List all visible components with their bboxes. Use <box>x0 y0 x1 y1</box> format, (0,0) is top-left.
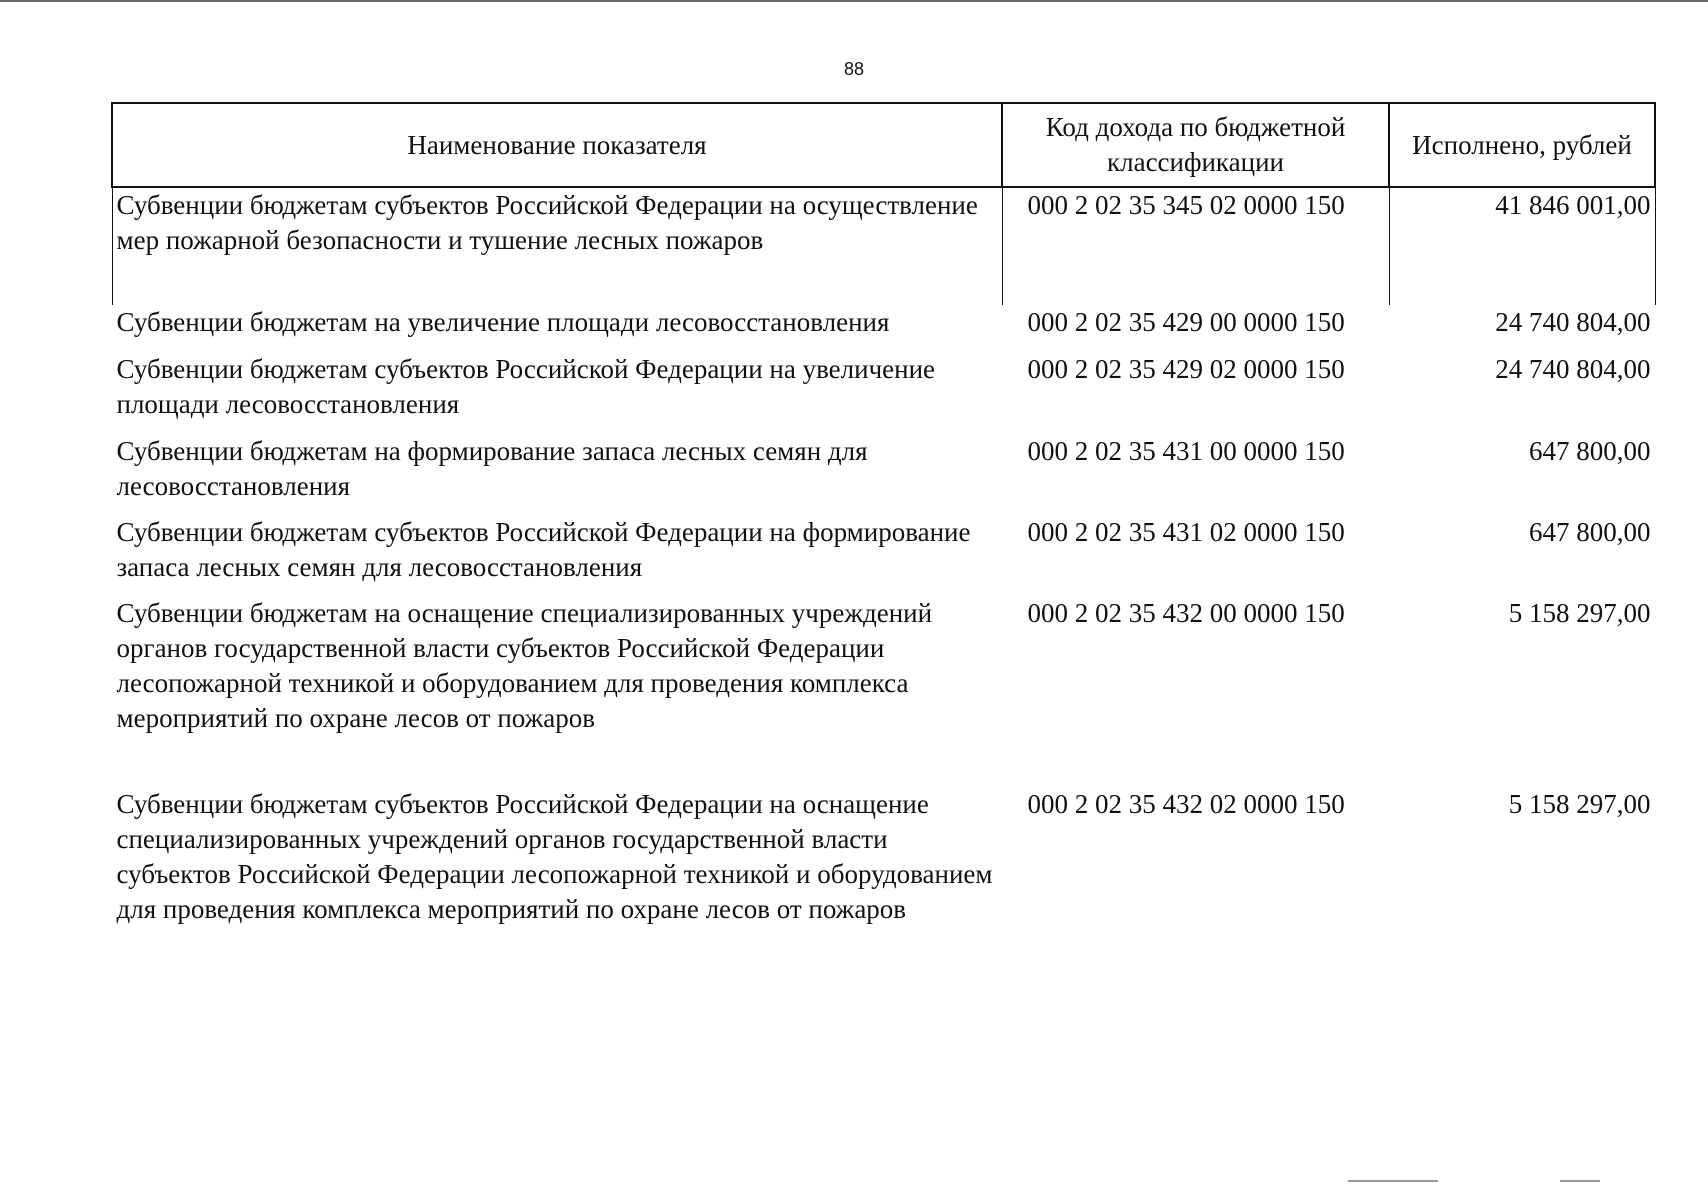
executed-amount: 5 158 297,00 <box>1508 598 1651 628</box>
header-executed-amount: Исполнено, рублей <box>1389 103 1655 187</box>
header-indicator-name: Наименование показателя <box>112 103 1002 187</box>
executed-amount: 24 740 804,00 <box>1495 307 1651 337</box>
table-header <box>112 103 1655 187</box>
executed-amount: 24 740 804,00 <box>1495 354 1651 384</box>
table-row <box>112 596 1655 787</box>
executed-amount: 647 800,00 <box>1529 436 1651 466</box>
revenue-table <box>111 102 1656 977</box>
revenue-code: 000 2 02 35 431 02 0000 150 <box>1027 517 1345 547</box>
revenue-code: 000 2 02 35 432 00 0000 150 <box>1027 598 1345 628</box>
executed-amount: 5 158 297,00 <box>1508 789 1651 819</box>
revenue-code: 000 2 02 35 345 02 0000 150 <box>1002 187 1389 305</box>
scan-top-edge <box>0 0 1708 2</box>
indicator-name: Субвенции бюджетам на увеличение площади лесовосстановления <box>116 307 890 337</box>
indicator-name: Субвенции бюджетам субъектов Российской Федерации на формирование запаса лесных семян для лесовосстановления <box>116 517 971 582</box>
indicator-name: Субвенции бюджетам субъектов Российской Федерации на оснащение специализированных учреждений органов государственной власти субъектов Российской Федерации лесопожарной техникой и оборудованием для проведения комплекса мероприятий по охране лесов от пожаров <box>116 789 993 924</box>
indicator-name: Субвенции бюджетам субъектов Российской Федерации на увеличение площади лесовосстановления <box>116 354 936 419</box>
executed-amount: 647 800,00 <box>1529 517 1651 547</box>
table-body <box>112 187 1655 977</box>
page-number: 88 <box>843 59 865 79</box>
table-row <box>112 434 1655 515</box>
scan-artifact <box>1348 1180 1438 1182</box>
indicator-name: Субвенции бюджетам субъектов Российской Федерации на осуществление мер пожарной безопасности и тушение лесных пожаров <box>112 187 1002 305</box>
revenue-code: 000 2 02 35 432 02 0000 150 <box>1027 789 1345 819</box>
table-row <box>112 305 1655 352</box>
table-row <box>112 515 1655 596</box>
table-row <box>112 187 1655 305</box>
table-row <box>112 787 1655 977</box>
executed-amount: 41 846 001,00 <box>1389 187 1655 305</box>
scan-artifact <box>1560 1180 1600 1182</box>
revenue-code: 000 2 02 35 431 00 0000 150 <box>1027 436 1345 466</box>
table-row <box>112 352 1655 434</box>
header-revenue-code: Код дохода по бюджетной классификации <box>1002 103 1389 187</box>
revenue-code: 000 2 02 35 429 00 0000 150 <box>1027 307 1345 337</box>
indicator-name: Субвенции бюджетам на формирование запаса лесных семян для лесовосстановления <box>116 436 868 501</box>
header-row <box>112 103 1655 187</box>
revenue-code: 000 2 02 35 429 02 0000 150 <box>1027 354 1345 384</box>
indicator-name: Субвенции бюджетам на оснащение специализированных учреждений органов государственной власти субъектов Российской Федерации лесопожарной техникой и оборудованием для проведения комплекса мероприятий по охране лесов от пожаров <box>116 598 933 733</box>
